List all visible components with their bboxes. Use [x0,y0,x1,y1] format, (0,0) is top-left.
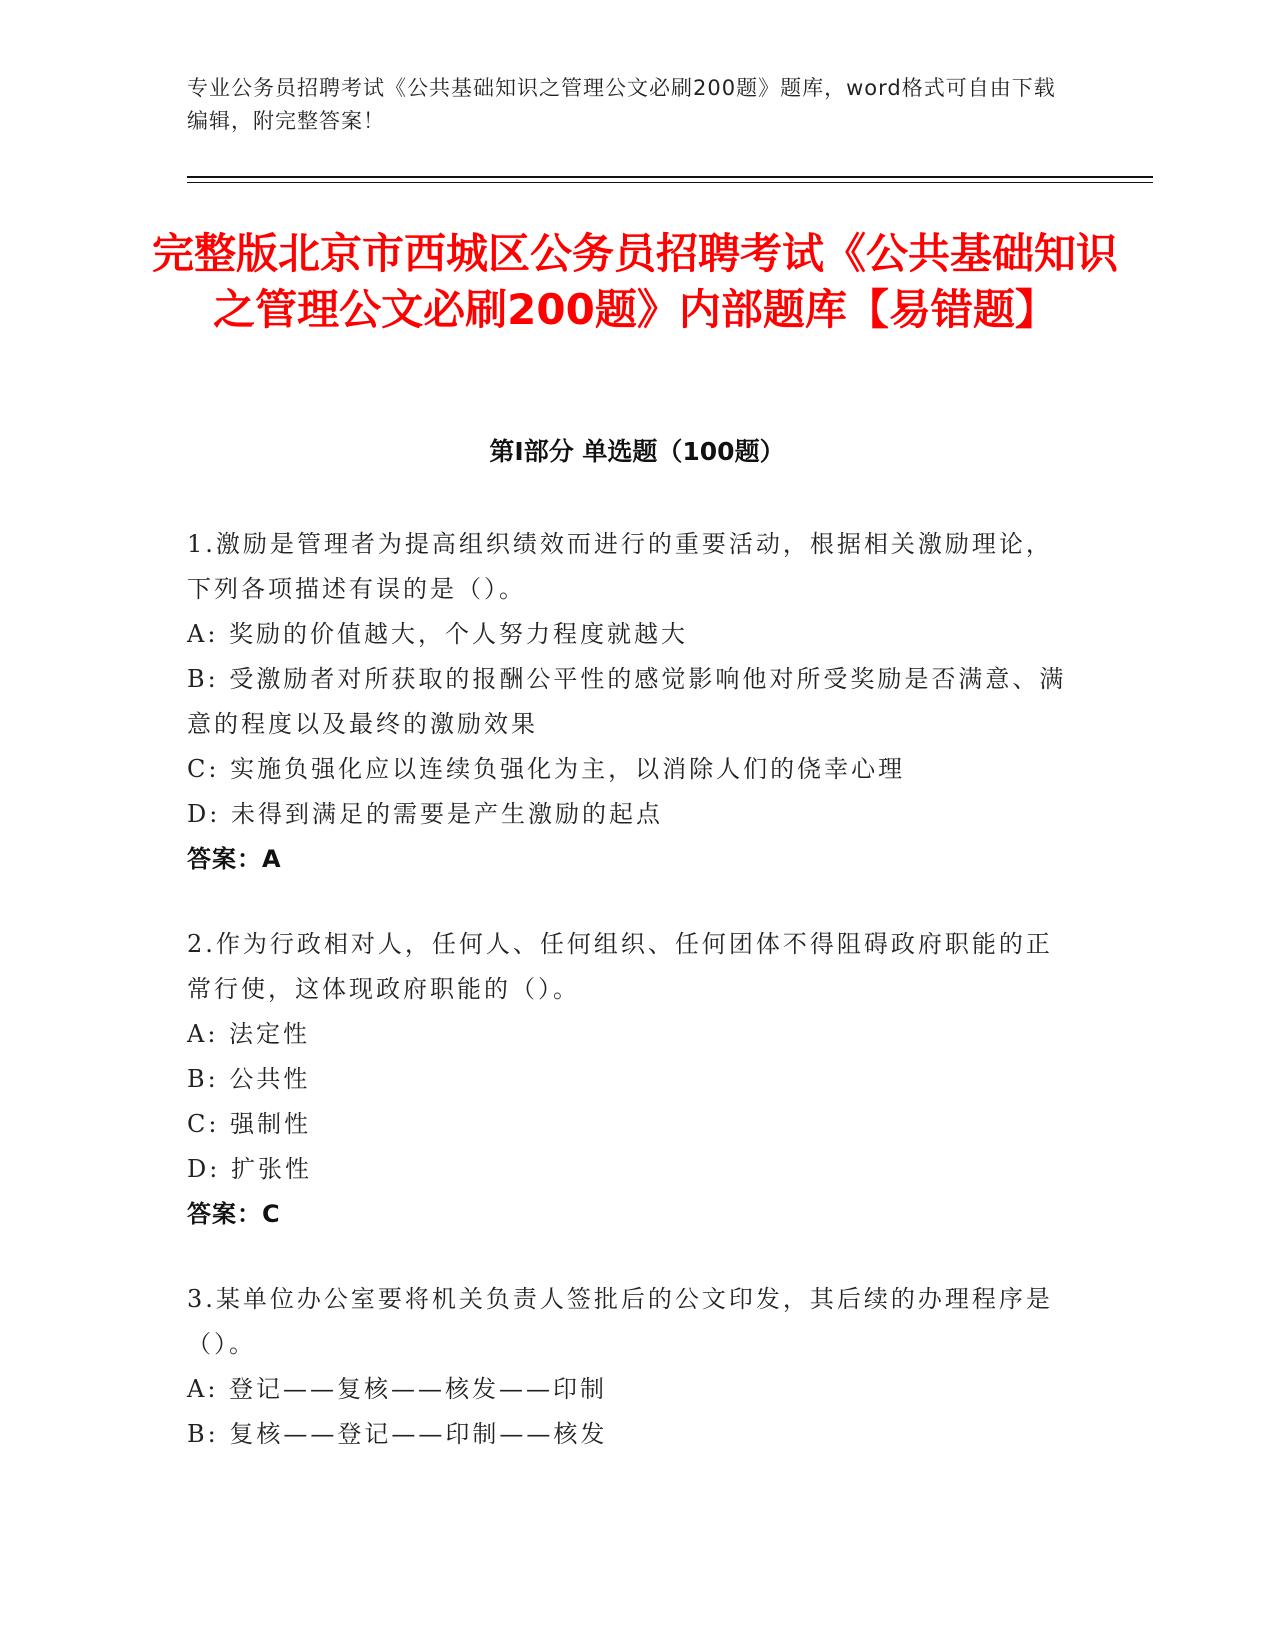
question-stem: 1.激励是管理者为提高组织绩效而进行的重要活动，根据相关激励理论，下列各项描述有误的是（）。 [187,530,1053,603]
question-stem: 2.作为行政相对人，任何人、任何组织、任何团体不得阻碍政府职能的正常行使，这体现政府职能的（）。 [187,930,1053,1003]
option-b: B: 公共性 [187,1065,311,1093]
question-list [187,522,1067,1497]
option-c: C: 实施负强化应以连续负强化为主，以消除人们的侥幸心理 [187,755,906,783]
option-b: B: 复核——登记——印制——核发 [187,1420,608,1448]
header-note: 专业公务员招聘考试《公共基础知识之管理公文必刷200题》题库，word格式可自由下载编辑，附完整答案！ [187,76,1056,133]
question-2 [187,922,1067,1237]
header-divider-thin [187,182,1153,183]
option-c: C: 强制性 [187,1110,312,1138]
question-3 [187,1277,1067,1457]
question-stem: 3.某单位办公室要将机关负责人签批后的公文印发，其后续的办理程序是（）。 [187,1285,1053,1358]
option-b: B: 受激励者对所获取的报酬公平性的感觉影响他对所受奖励是否满意、满意的程度以及最终的激励效果 [187,665,1067,738]
answer-label: 答案：A [187,845,282,873]
option-a: A: 法定性 [187,1020,311,1048]
option-a: A: 登记——复核——核发——印制 [187,1375,608,1403]
section-title: 第I部分 单选题（100题） [489,437,785,466]
header-divider-thick [187,176,1153,178]
answer-label: 答案：C [187,1200,281,1228]
question-1 [187,522,1067,882]
option-d: D: 未得到满足的需要是产生激励的起点 [187,800,663,828]
option-d: D: 扩张性 [187,1155,312,1183]
document-title: 完整版北京市西城区公务员招聘考试《公共基础知识之管理公文必刷200题》内部题库【易错题】 [151,229,1118,334]
option-a: A: 奖励的价值越大，个人努力程度就越大 [187,620,689,648]
